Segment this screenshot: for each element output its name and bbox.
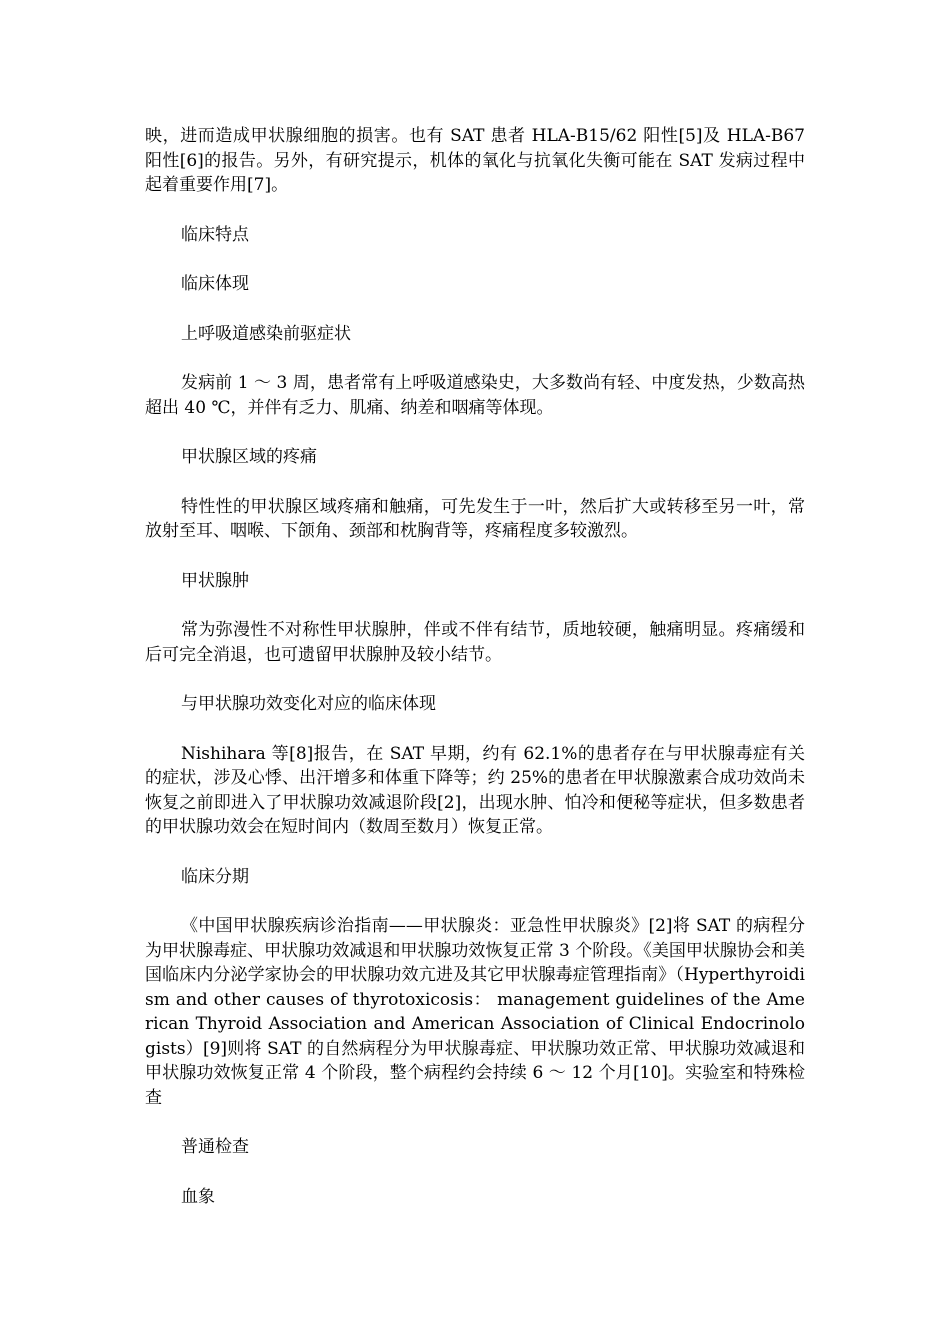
heading-upper-respiratory-prodrome: 上呼吸道感染前驱症状 <box>181 323 351 344</box>
heading-blood-picture: 血象 <box>181 1186 215 1207</box>
paragraph-clinical-staging: 《中国甲状腺疾病诊治指南——甲状腺炎：亚急性甲状腺炎》[2]将 SAT 的病程分为甲状腺毒症、甲状腺功效减退和甲状腺功效恢复正常 3 个阶段。《美国甲状腺协会和美国临床内分泌学家协会的甲状腺功效亢进及其它甲状腺毒症管理指南》（Hyperthyroidism and other causes of thyrotoxicosis： management guidelines of the American Thyroid Association and American Association of Clinical Endocrinologists）[9]则将 SAT 的自然病程分为甲状腺毒症、甲状腺功效正常、甲状腺功效减退和甲状腺功效恢复正常 4 个阶段，整个病程约会持续 6 ～ 12 个月[10]。实验室和特殊检查 <box>145 916 805 1108</box>
heading-thyroid-function-changes: 与甲状腺功效变化对应的临床体现 <box>181 694 436 714</box>
paragraph-prodrome: 发病前 1 ～ 3 周，患者常有上呼吸道感染史，大多数尚有轻、中度发热，少数高热超出 40 ℃，并伴有乏力、肌痛、纳差和咽痛等体现。 <box>145 373 805 418</box>
paragraph-thyroid-pain: 特性性的甲状腺区域疼痛和触痛，可先发生于一叶，然后扩大或转移至另一叶，常放射至耳、咽喉、下颌角、颈部和枕胸背等，疼痛程度多较激烈。 <box>145 496 805 541</box>
heading-goiter: 甲状腺肿 <box>181 570 249 591</box>
heading-general-examination: 普通检查 <box>181 1137 249 1157</box>
document-page <box>145 124 805 1234</box>
heading-clinical-features: 临床特点 <box>181 224 249 245</box>
heading-thyroid-pain: 甲状腺区域的疼痛 <box>181 447 317 467</box>
paragraph-pathogenesis: 映，进而造成甲状腺细胞的损害。也有 SAT 患者 HLA-B15/62 阳性[5]及 HLA-B67 阳性[6]的报告。另外，有研究提示，机体的氧化与抗氧化失衡可能在 SAT 发病过程中起着重要作用[7]。 <box>145 126 805 195</box>
heading-clinical-staging: 临床分期 <box>181 866 249 887</box>
paragraph-goiter: 常为弥漫性不对称性甲状腺肿，伴或不伴有结节，质地较硬，触痛明显。疼痛缓和后可完全消退，也可遗留甲状腺肿及较小结节。 <box>145 620 805 665</box>
heading-clinical-manifestations: 临床体现 <box>181 274 249 294</box>
paragraph-thyroid-function-changes: Nishihara 等[8]报告，在 SAT 早期，约有 62.1%的患者存在与甲状腺毒症有关的症状，涉及心悸、出汗增多和体重下降等；约 25%的患者在甲状腺激素合成功效尚未恢复之前即进入了甲状腺功效减退阶段[2]，出现水肿、怕冷和便秘等症状，但多数患者的甲状腺功效会在短时间内（数周至数月）恢复正常。 <box>145 743 805 837</box>
